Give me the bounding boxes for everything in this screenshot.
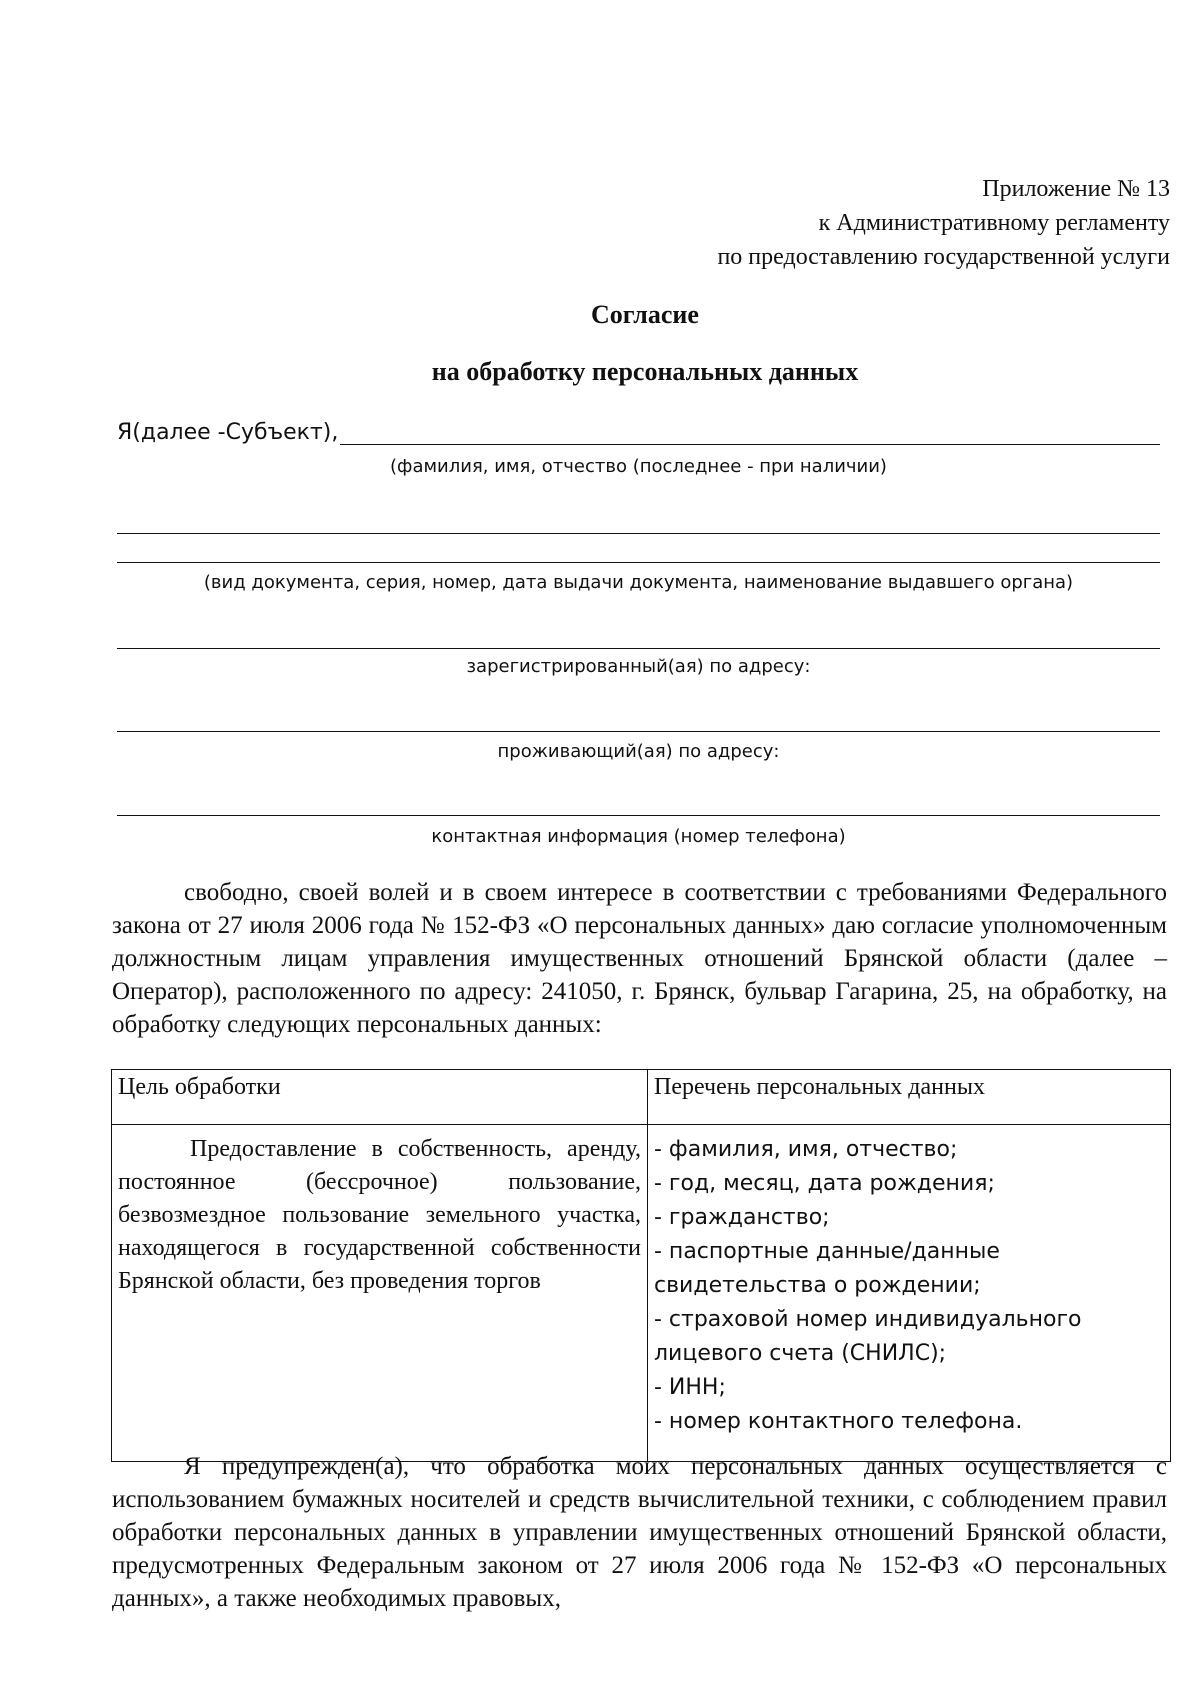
appendix-regulation: к Административному регламенту: [818, 210, 1170, 236]
data-list-cell: [648, 1125, 1171, 1462]
list-item: - страховой номер индивидуального лицевого счета (СНИЛС);: [654, 1307, 1082, 1366]
caption-living-address: проживающий(ая) по адресу:: [497, 741, 780, 762]
caption-contact: контактная информация (номер телефона): [431, 826, 846, 847]
list-item: - номер контактного телефона.: [654, 1409, 1023, 1434]
caption-full-name: (фамилия, имя, отчество (последнее - при наличии): [390, 456, 887, 477]
caption-registered-address: зарегистрированный(ая) по адресу:: [466, 656, 811, 677]
consent-paragraph: [112, 876, 1167, 1041]
registered-address-line[interactable]: [117, 648, 1160, 649]
living-address-line[interactable]: [117, 731, 1160, 732]
header-data-list: Перечень персональных данных: [648, 1070, 1171, 1125]
table-header-row: [112, 1070, 1171, 1125]
appendix-service: по предоставлению государственной услуги: [717, 244, 1170, 270]
list-item: - гражданство;: [654, 1205, 830, 1230]
subject-row: [117, 420, 1160, 445]
appendix-header: [717, 172, 1170, 274]
list-item: - фамилия, имя, отчество;: [654, 1137, 958, 1162]
header-purpose: Цель обработки: [112, 1070, 648, 1125]
purpose-cell: [112, 1125, 648, 1462]
document-subtitle: на обработку персональных данных: [431, 357, 859, 386]
document-line[interactable]: [117, 562, 1160, 563]
table-row: [112, 1125, 1171, 1462]
blank-line-1[interactable]: [117, 533, 1160, 534]
document-title: Согласие: [591, 300, 699, 329]
list-item: - год, месяц, дата рождения;: [654, 1171, 995, 1196]
subject-label: Я(далее -Субъект),: [117, 420, 339, 445]
warning-text: Я предупрежден(а), что обработка моих персональных данных осуществляется с использованием бумажных носителей и средств вычислительной техники, с соблюдением правил обработки персональных данных в управлении имущественных отношений Брянской области, предусмотренных Федеральным законом от 27 июля 2006 года № 152-ФЗ «О персональных данных», а также необходимых правовых,: [112, 1453, 1167, 1612]
list-item: - ИНН;: [654, 1375, 726, 1400]
contact-line[interactable]: [117, 815, 1160, 816]
personal-data-table: [111, 1069, 1171, 1462]
warning-paragraph: [112, 1450, 1167, 1615]
consent-text: свободно, своей волей и в своем интересе в соответствии с требованиями Федерального закона от 27 июля 2006 года № 152-ФЗ «О персональных данных» даю согласие уполномоченным должностным лицам управления имущественных отношений Брянской области (далее – Оператор), расположенного по адресу: 241050, г. Брянск, бульвар Гагарина, 25, на обработку, на обработку следующих персональных данных:: [112, 879, 1167, 1038]
caption-document: (вид документа, серия, номер, дата выдачи документа, наименование выдавшего органа): [203, 572, 1074, 593]
purpose-text: Предоставление в собственность, аренду, постоянное (бессрочное) пользование, безвозмездное пользование земельного участка, находящегося в государственной собственности Брянской области, без проведения торгов: [118, 1136, 641, 1294]
list-item: - паспортные данные/данные свидетельства о рождении;: [654, 1239, 1000, 1298]
subject-name-line[interactable]: [340, 420, 1160, 445]
appendix-number: Приложение № 13: [982, 176, 1170, 202]
